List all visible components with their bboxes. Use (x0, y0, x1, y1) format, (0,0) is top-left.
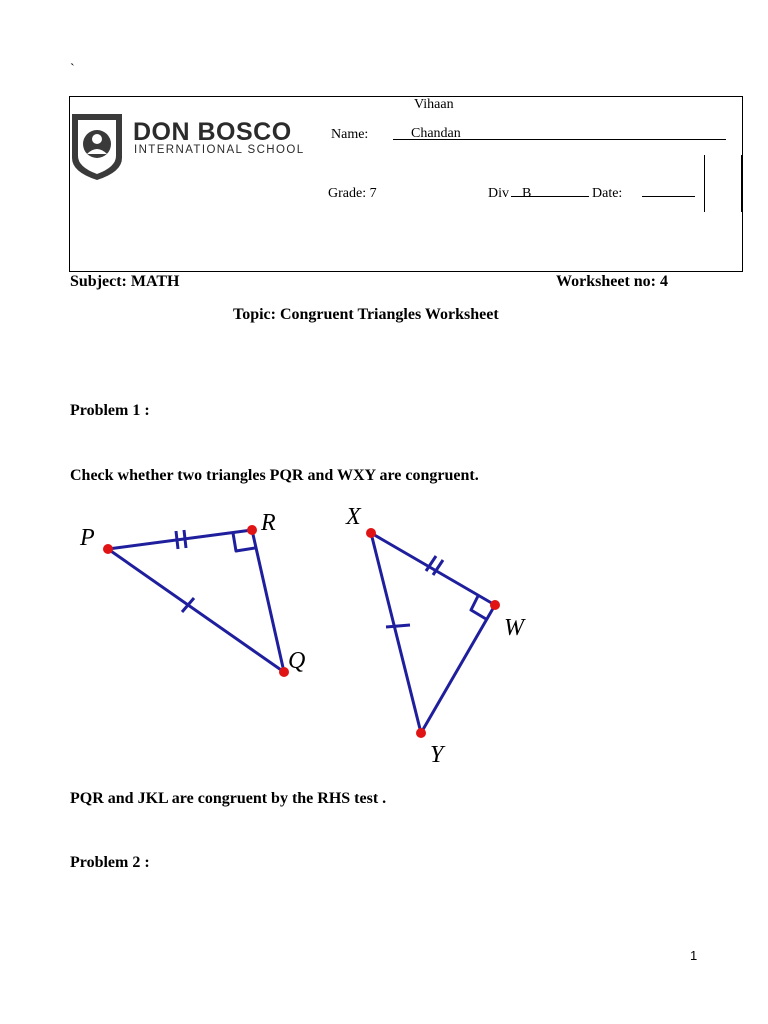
label-w: W (504, 615, 524, 641)
label-r: R (261, 510, 276, 536)
date-underline (642, 196, 695, 197)
stray-mark: ` (70, 62, 75, 77)
label-q: Q (288, 648, 306, 674)
vertex-x (366, 528, 376, 538)
div-underline (511, 196, 589, 197)
div-value: B (522, 186, 532, 201)
double-tick-pr-1 (176, 531, 178, 549)
handwritten-name: Vihaan (414, 97, 454, 112)
label-p: P (80, 525, 95, 551)
tick-xy (386, 625, 410, 627)
triangle-pqr (108, 530, 284, 672)
vertex-r (247, 525, 257, 535)
header-divider-right (741, 155, 742, 212)
name-value: Chandan (411, 126, 461, 141)
problem-2-heading: Problem 2 : (70, 854, 150, 871)
grade-label: Grade: 7 (328, 186, 377, 201)
vertex-p (103, 544, 113, 554)
school-name: DON BOSCO (133, 118, 292, 146)
right-angle-mark-r (233, 533, 255, 551)
label-y: Y (430, 742, 444, 768)
vertex-y (416, 728, 426, 738)
label-x: X (346, 504, 361, 530)
double-tick-pr-2 (184, 530, 186, 548)
subject: Subject: MATH (70, 273, 180, 290)
problem-1-question: Check whether two triangles PQR and WXY are congruent. (70, 467, 479, 484)
date-label: Date: (592, 186, 623, 201)
page-number: 1 (690, 948, 698, 963)
problem-1-answer: PQR and JKL are congruent by the RHS test . (70, 790, 387, 807)
worksheet-number: Worksheet no: 4 (556, 273, 668, 290)
header-divider (704, 155, 705, 212)
triangles-figure (70, 500, 550, 775)
school-subtitle: INTERNATIONAL SCHOOL (134, 144, 305, 156)
topic: Topic: Congruent Triangles Worksheet (233, 306, 499, 323)
name-label: Name: (331, 127, 369, 142)
tick-pq (182, 598, 194, 612)
div-label: Div (488, 186, 509, 201)
name-underline (393, 139, 726, 140)
problem-1-heading: Problem 1 : (70, 402, 150, 419)
vertex-w (490, 600, 500, 610)
